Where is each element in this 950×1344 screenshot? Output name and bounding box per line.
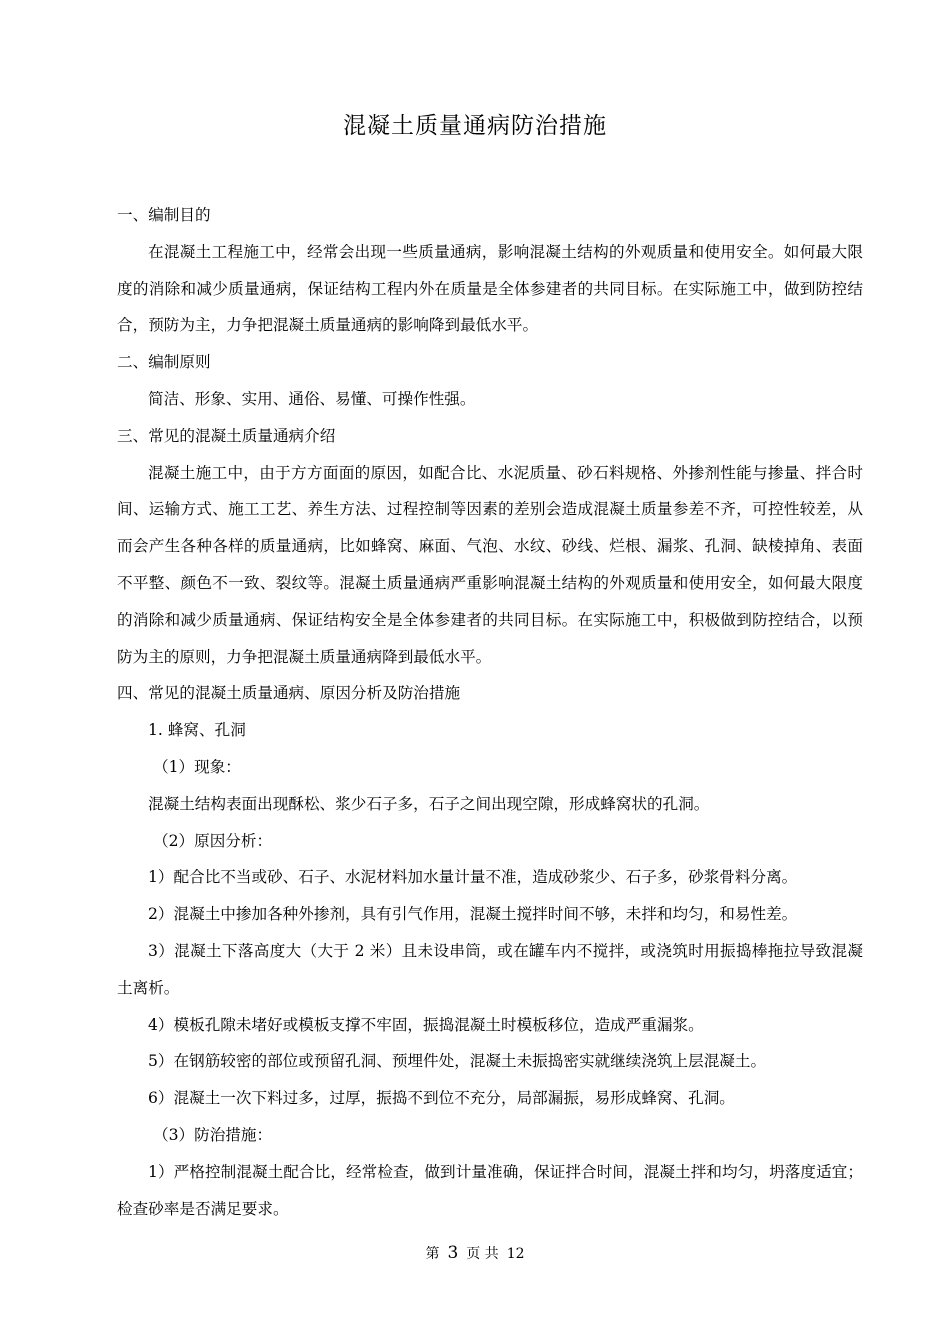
measure-item: 1）严格控制混凝土配合比，经常检查，做到计量准确，保证拌合时间，混凝土拌和均匀，坍落度适宜；检查砂率是否满足要求。: [117, 1162, 863, 1218]
page-footer: [0, 1241, 950, 1266]
section-heading-1: 一、编制目的: [117, 206, 211, 224]
cause-item: 3）混凝土下落高度大（大于 2 米）且未设串筒，或在罐车内不搅拌，或浇筑时用振捣棒拖拉导致混凝土离析。: [117, 941, 863, 997]
cause-item: 4）模板孔隙未堵好或模板支撑不牢固，振捣混凝土时模板移位，造成严重漏浆。: [148, 1015, 704, 1034]
cause-item: 2）混凝土中掺加各种外掺剂，具有引气作用，混凝土搅拌时间不够，未拌和均匀，和易性差。: [148, 905, 798, 924]
page-title: 混凝土质量通病防治措施: [343, 113, 607, 139]
footer-middle: 页 共: [466, 1246, 499, 1262]
section-heading-4: 四、常见的混凝土质量通病、原因分析及防治措施: [117, 684, 461, 703]
section-heading-3: 三、常见的混凝土质量通病介绍: [117, 426, 336, 445]
document-body: [117, 197, 863, 1227]
phenomenon-heading: （1）现象：: [153, 757, 241, 776]
section-paragraph-3: 混凝土施工中，由于方方面面的原因，如配合比、水泥质量、砂石料规格、外掺剂性能与掺量、拌合时间、运输方式、施工工艺、养生方法、过程控制等因素的差别会造成混凝土质量参差不齐，可控性较差，从而会产生各种各样的质量通病，比如蜂窝、麻面、气泡、水纹、砂线、烂根、漏浆、孔洞、缺棱掉角、表面不平整、颜色不一致、裂纹等。混凝土质量通病严重影响混凝土结构的外观质量和使用安全，如何最大限度的消除和减少质量通病、保证结构安全是全体参建者的共同目标。在实际施工中，积极做到防控结合，以预防为主的原则，力争把混凝土质量通病降到最低水平。: [117, 463, 863, 666]
section-paragraph-2: 简洁、形象、实用、通俗、易懂、可操作性强。: [148, 389, 476, 408]
footer-page-number: 3: [447, 1243, 459, 1263]
footer-prefix: 第: [425, 1246, 440, 1262]
section-heading-2: 二、编制原则: [117, 353, 211, 372]
cause-heading: （2）原因分析：: [153, 831, 273, 850]
measure-heading: （3）防治措施：: [153, 1125, 273, 1144]
cause-item: 1）配合比不当或砂、石子、水泥材料加水量计量不准，造成砂浆少、石子多，砂浆骨料分离。: [148, 868, 798, 887]
phenomenon-text: 混凝土结构表面出现酥松、浆少石子多，石子之间出现空隙，形成蜂窝状的孔洞。: [148, 794, 710, 813]
subsection-heading-honeycomb: 1. 蜂窝、孔洞: [148, 721, 246, 740]
cause-item: 6）混凝土一次下料过多，过厚，振捣不到位不充分，局部漏振，易形成蜂窝、孔洞。: [148, 1089, 735, 1108]
section-paragraph-1: 在混凝土工程施工中，经常会出现一些质量通病，影响混凝土结构的外观质量和使用安全。如何最大限度的消除和减少质量通病，保证结构工程内外在质量是全体参建者的共同目标。在实际施工中，做到防控结合，预防为主，力争把混凝土质量通病的影响降到最低水平。: [117, 242, 863, 335]
cause-item: 5）在钢筋较密的部位或预留孔洞、预埋件处，混凝土未振捣密实就继续浇筑上层混凝土。: [148, 1052, 767, 1071]
footer-total-pages: 12: [506, 1246, 525, 1262]
